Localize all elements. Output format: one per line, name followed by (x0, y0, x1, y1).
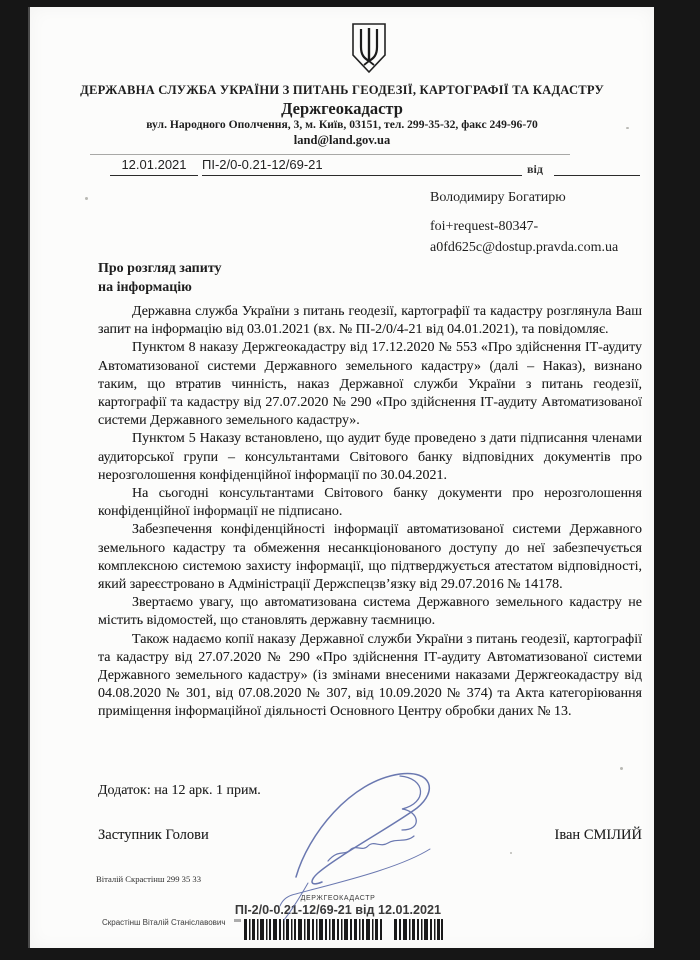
reference-blank-line (336, 157, 522, 176)
body-paragraph: Також надаємо копії наказу Державної служби України з питань геодезії, картографії та кадастру від 27.07.2020 № 290 «Про здійснення ІТ-аудиту Автоматизованої системи Державного земельного кадастру» (із змінами внесеними наказами Держгеокадастру від 04.08.2020 № 301, від 07.08.2020 № 307, від 10.09.2020 № 374) та Акта категоріювання приміщення інформаційної діяльності Основного Центру обробки даних № 13. (98, 631, 642, 720)
attachment-note: Додаток: на 12 арк. 1 прим. (98, 783, 261, 798)
recipient-email (430, 216, 618, 258)
org-name: ДЕРЖАВНА СЛУЖБА УКРАЇНИ З ПИТАНЬ ГЕОДЕЗІЇ, КАРТОГРАФІЇ ТА КАДАСТРУ (80, 83, 604, 97)
body-paragraph: Пунктом 8 наказу Держгеокадастру від 17.12.2020 № 553 «Про здійснення ІТ-аудиту Автоматизованої системи Державного земельного кадастру» (далі – Наказ), визнано таким, що втратив чинність, наказ Державної служби України з питань геодезії, картографії та кадастру від 27.07.2020 № 290 «Про здійснення ІТ-аудиту Автоматизованої системи Державного земельного кадастру». (98, 340, 642, 429)
executor-phone: Віталій Скрастінш 299 35 33 (96, 874, 202, 884)
body-paragraph: На сьогодні консультантами Світового банку документи про нерозголошення конфіденційної інформації не підписано. (98, 486, 642, 520)
signer-position: Заступник Голови (98, 827, 209, 843)
body-paragraph: Звертаємо увагу, що автоматизована система Державного земельного кадастру не містить відомостей, що становлять державну таємницю. (98, 595, 642, 629)
reference-from-label: від (527, 162, 543, 176)
scan-noise-speck (620, 767, 623, 770)
handwritten-signature-icon (278, 763, 473, 923)
reference-date: 12.01.2021 (110, 157, 198, 176)
scan-noise-speck (626, 127, 629, 129)
body-paragraph: Забезпечення конфіденційності інформації автоматизованої системи Державного земельного кадастру та обмеження несанкціонованого доступу до неї забезпечується комплексною системою захисту інформації, що підтверджується атестатом відповідності, який зареєстровано в Адміністрації Держспецзв’язку від 29.07.2016 № 14178. (98, 522, 642, 593)
recipient-name: Володимиру Богатирю (430, 190, 566, 205)
body-paragraph: Державна служба України з питань геодезії, картографії та кадастру розглянула Ваш запит на інформацію від 03.01.2021 (вх. № ПІ-2/0/4-21 від 04.01.2021), та повідомляє. (98, 304, 642, 338)
reference-number: ПІ-2/0-0.21-12/69-21 (202, 157, 336, 176)
executor-name: Скрастінш Віталій Станіславович (102, 918, 226, 927)
scan-noise-speck (510, 852, 512, 854)
org-email: land@land.gov.ua (293, 133, 391, 147)
stamp-reference: ПІ-2/0-0.21-12/69-21 від 12.01.2021 (234, 903, 442, 917)
recipient-email-line1: foi+request-80347- (430, 219, 539, 234)
reference-hairline (90, 154, 570, 155)
org-address: вул. Народного Ополчення, 3, м. Київ, 03151, тел. 299-35-32, факс 249-96-70 (146, 118, 538, 131)
letter-body (98, 303, 642, 722)
signer-name: Іван СМІЛИЙ (554, 827, 642, 843)
recipient-email-line2: a0fd625c@dostup.pravda.com.ua (430, 240, 619, 255)
subject (98, 259, 222, 297)
stamp-prefix-mark (234, 919, 241, 922)
org-short-name: Держгеокадастр (281, 99, 403, 118)
body-paragraph: Пунктом 5 Наказу встановлено, що аудит буде проведено з дати підписання членами аудиторської групи – консультантами Світового банку відповідних документів про нерозголошення конфіденційної інформації по 30.04.2021. (98, 431, 642, 483)
scan-noise-speck (85, 197, 88, 200)
subject-line1: Про розгляд запиту (98, 261, 222, 276)
document-page (28, 7, 654, 948)
subject-line2: на інформацію (98, 280, 192, 295)
ukraine-trident-emblem-icon (350, 22, 388, 74)
stamp-org-name: ДЕРЖГЕОКАДАСТР (300, 895, 376, 902)
reference-from-blank-line (554, 157, 640, 176)
